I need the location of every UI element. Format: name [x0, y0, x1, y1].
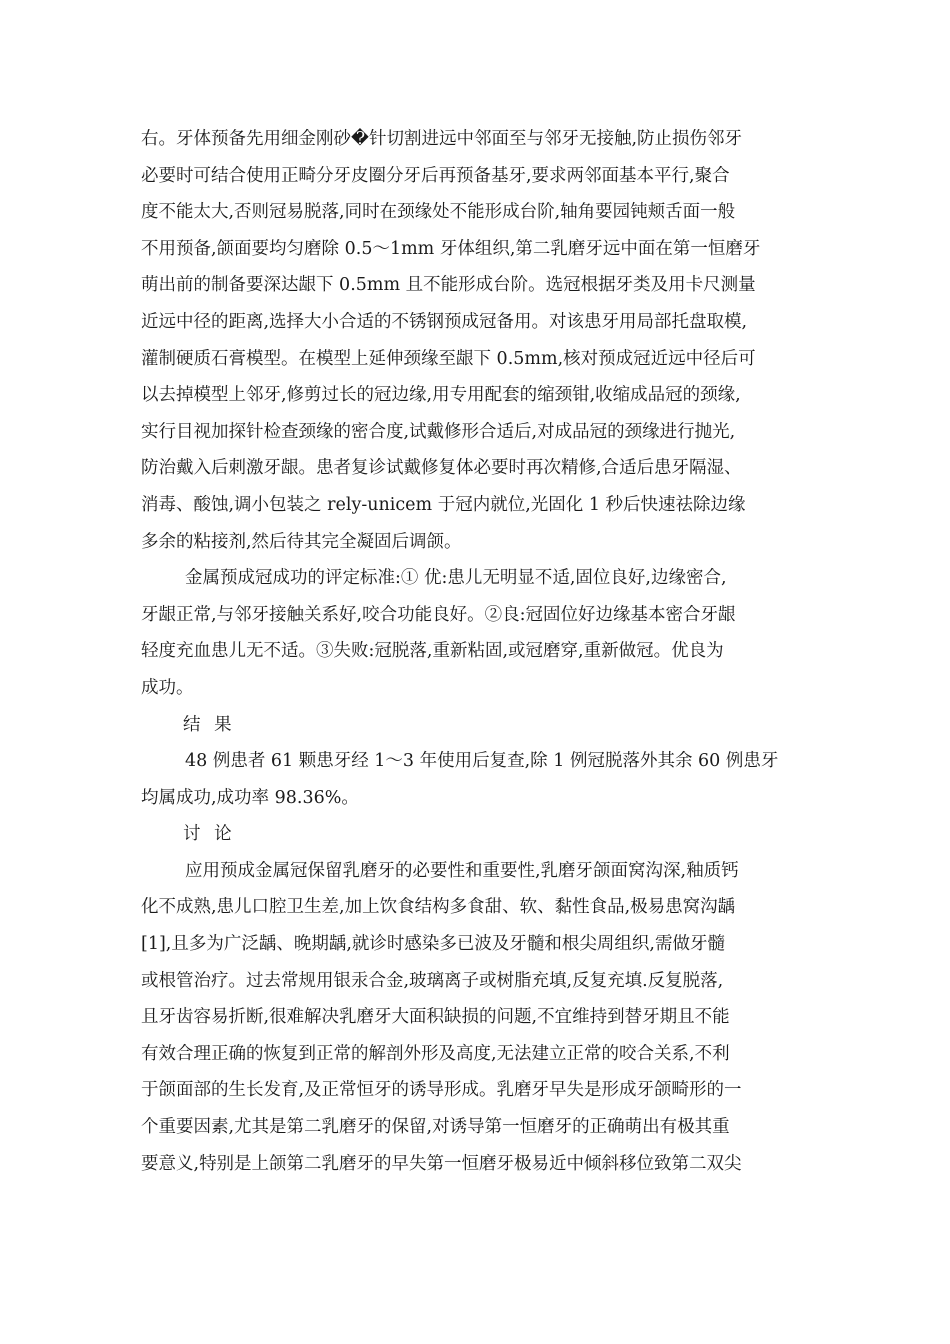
paragraph-line: 实行目视加探针检查颈缘的密合度,试戴修形合适后,对成品冠的颈缘进行抛光,	[141, 421, 736, 442]
paragraph-line: 或根管治疗。过去常规用银汞合金,玻璃离子或树脂充填,反复充填.反复脱落,	[141, 970, 724, 991]
body-text	[141, 121, 821, 1182]
paragraph-line: 不用预备,颌面要均匀磨除 0.5～1mm 牙体组织,第二乳磨牙远中面在第一恒磨牙	[141, 238, 761, 259]
paragraph-line: 有效合理正确的恢复到正常的解剖外形及高度,无法建立正常的咬合关系,不利	[141, 1043, 730, 1064]
paragraph-line: 轻度充血患儿无不适。③失败:冠脱落,重新粘固,或冠磨穿,重新做冠。优良为	[141, 641, 724, 662]
paragraph-line: 近远中径的距离,选择大小合适的不锈钢预成冠备用。对该患牙用局部托盘取模,	[141, 311, 748, 332]
paragraph-line: 化不成熟,患儿口腔卫生差,加上饮食结构多食甜、软、黏性食品,极易患窝沟龋	[141, 897, 736, 918]
paragraph-line: 均属成功,成功率 98.36%。	[141, 787, 359, 808]
paragraph-line: 于颌面部的生长发育,及正常恒牙的诱导形成。乳磨牙早失是形成牙颌畸形的一	[141, 1080, 742, 1101]
paragraph-line: 萌出前的制备要深达龈下 0.5mm 且不能形成台阶。选冠根据牙类及用卡尺测量	[141, 275, 756, 296]
section-heading-discussion: 讨 论	[183, 824, 236, 845]
paragraph-line: 度不能太大,否则冠易脱落,同时在颈缘处不能形成台阶,轴角要园钝颊舌面一般	[141, 202, 736, 223]
paragraph-line: 牙龈正常,与邻牙接触关系好,咬合功能良好。②良:冠固位好边缘基本密合牙龈	[141, 604, 736, 625]
paragraph-line: 防治戴入后刺激牙龈。患者复诊试戴修复体必要时再次精修,合适后患牙隔湿、	[141, 458, 742, 479]
paragraph-line: 成功。	[141, 677, 194, 698]
paragraph-line: 个重要因素,尤其是第二乳磨牙的保留,对诱导第一恒磨牙的正确萌出有极其重	[141, 1117, 730, 1138]
paragraph-line: 48 例患者 61 颗患牙经 1～3 年使用后复查,除 1 例冠脱落外其余 60 例患牙	[185, 751, 779, 772]
paragraph-line: 右。牙体预备先用细金刚砂�针切割进远中邻面至与邻牙无接触,防止损伤邻牙	[141, 129, 743, 149]
paragraph-line: 应用预成金属冠保留乳磨牙的必要性和重要性,乳磨牙颌面窝沟深,釉质钙	[185, 860, 739, 881]
paragraph-line: 要意义,特别是上颌第二乳磨牙的早失第一恒磨牙极易近中倾斜移位致第二双尖	[141, 1153, 742, 1174]
paragraph-line: [1],且多为广泛龋、晚期龋,就诊时感染多已波及牙髓和根尖周组织,需做牙髓	[141, 934, 725, 955]
paragraph-line: 消毒、酸蚀,调小包装之 rely-unicem 于冠内就位,光固化 1 秒后快速祛除边缘	[141, 494, 746, 515]
paragraph-line: 必要时可结合使用正畸分牙皮圈分牙后再预备基牙,要求两邻面基本平行,聚合	[141, 165, 730, 186]
paragraph-line: 灌制硬质石膏模型。在模型上延伸颈缘至龈下 0.5mm,核对预成冠近远中径后可	[141, 348, 756, 369]
paragraph-line: 且牙齿容易折断,很难解决乳磨牙大面积缺损的问题,不宜维持到替牙期且不能	[141, 1007, 730, 1028]
paragraph-line: 金属预成冠成功的评定标准:① 优:患儿无明显不适,固位良好,边缘密合,	[185, 568, 727, 589]
paragraph-line: 以去掉模型上邻牙,修剪过长的冠边缘,用专用配套的缩颈钳,收缩成品冠的颈缘,	[141, 385, 741, 406]
paragraph-line: 多余的粘接剂,然后待其完全凝固后调颌。	[141, 531, 462, 552]
section-heading-results: 结 果	[183, 714, 236, 735]
